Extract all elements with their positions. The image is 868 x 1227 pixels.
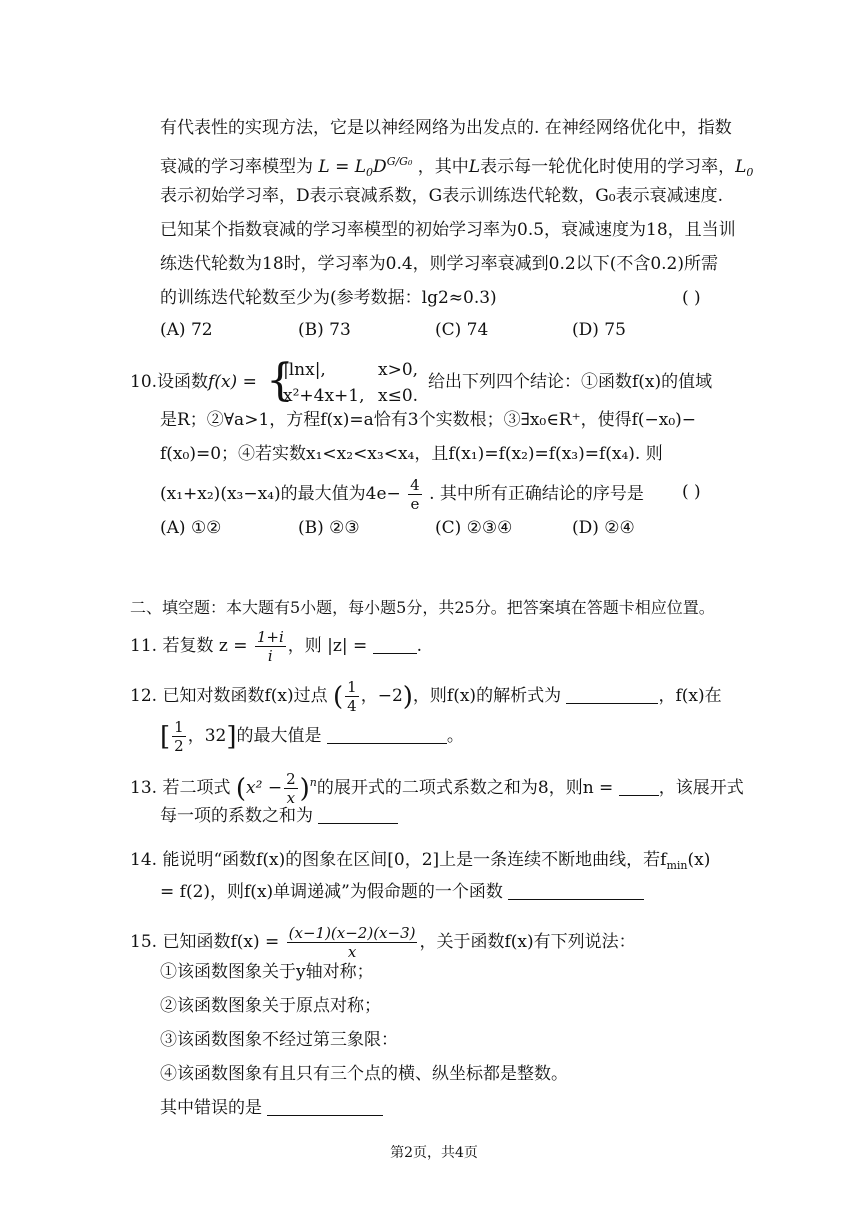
q11-tail: ，则 |z| = xyxy=(287,636,368,656)
q15-item-3: ③该函数图象不经过第三象限： xyxy=(160,1030,398,1050)
q13-mid: 的展开式的二项式系数之和为8，则n = xyxy=(316,778,614,798)
q9-line-2 xyxy=(160,150,753,185)
q10-case-1-cond: x>0, xyxy=(378,360,419,380)
q9-line-1: 有代表性的实现方法，它是以神经网络为出发点的. 在神经网络优化中，指数 xyxy=(160,118,732,138)
q10-line-3: f(x₀)=0；④若实数x₁<x₂<x₃<x₄，且f(x₁)=f(x₂)=f(x₃)=f(x₄). 则 xyxy=(160,444,663,464)
q10-choice-a: (A) ①② xyxy=(160,518,222,538)
q9-text: 表示每一轮优化时使用的学习率， xyxy=(480,157,736,177)
page-footer: 第2页，共4页 xyxy=(390,1145,478,1161)
q12-answer-blank-1[interactable] xyxy=(566,685,658,704)
q15-tail: ，关于函数f(x)有下列说法： xyxy=(419,932,636,952)
q14-line-1: 14. 能说明“函数f(x)的图象在区间[0，2]上是一条连续不断地曲线，若$f_{min}(x)$ xyxy=(130,850,711,872)
q12-tail: ，f(x)在 xyxy=(658,686,722,706)
q12-l2-text: 的最大值是 xyxy=(236,726,322,746)
q10-case-1: |lnx|, xyxy=(283,360,326,380)
q9-line-4: 已知某个指数衰减的学习率模型的初始学习率为0.5，衰减速度为18，且当训 xyxy=(160,220,736,240)
q11-fraction: $\frac{1+i}{i}$ xyxy=(256,628,284,665)
q15-lead: 15. 已知函数f(x) = xyxy=(130,932,280,952)
q10-fraction: $\frac{4}{e}$ xyxy=(410,476,420,513)
q13-line-1: 13. 若二项式 (x² − $\frac{2}{x}$ )$^n$的展开式的二项式系数之和为8，则n = ，该展开式 xyxy=(130,770,744,807)
q13-line-2: 每一项的系数之和为 xyxy=(160,804,398,828)
q10-case-2-cond: x≤0. xyxy=(378,386,419,406)
q9-line-6: 的训练迭代轮数至少为(参考数据：lg2≈0.3) xyxy=(160,288,497,308)
q9-text: ，其中 xyxy=(417,157,469,177)
q10-choice-d: (D) ②④ xyxy=(572,518,635,538)
q10-piecewise-brace: { xyxy=(266,355,294,406)
q9-line-5: 练迭代轮数为18时，学习率为0.4，则学习率衰减到0.2以下(不含0.2)所需 xyxy=(160,254,719,274)
q13-fraction: $\frac{2}{x}$ xyxy=(286,770,296,807)
section-2-heading: 二、填空题：本大题有5小题，每小题5分，共25分。把答案填在答题卡相应位置。 xyxy=(130,598,715,617)
q9-line-3: 表示初始学习率，D表示衰减系数，G表示训练迭代轮数，G₀表示衰减速度. xyxy=(160,186,724,206)
q11: 11. 若复数 z = $\frac{1+i}{i}$ ，则 |z| = . xyxy=(130,628,423,665)
q10-lead-text: 10.设函数 xyxy=(130,372,209,392)
q9-choice-b: (B) 73 xyxy=(298,320,351,340)
q10-lead xyxy=(130,370,257,394)
q9-var-L0: $L_0$ xyxy=(735,157,754,179)
q9-choice-d: (D) 75 xyxy=(572,320,626,340)
q12-lead: 12. 已知对数函数f(x)过点 xyxy=(130,686,328,706)
q10-choice-c: (C) ②③④ xyxy=(435,518,513,538)
q12-answer-blank-2[interactable] xyxy=(327,725,447,744)
q15-item-1: ①该函数图象关于y轴对称； xyxy=(160,962,374,982)
q15-last: 其中错误的是 xyxy=(160,1096,383,1120)
q12-interval-fraction: $\frac{1}{2}$ xyxy=(174,718,184,755)
q15-item-2: ②该函数图象关于原点对称； xyxy=(160,996,381,1016)
q12-line-1: 12. 已知对数函数f(x)过点 ( $\frac{1}{4}$ ，−2)，则f(x)的解析式为 ，f(x)在 xyxy=(130,678,722,715)
q10-line-2: 是R；②∀a>1，方程f(x)=a恰有3个实数根；③∃x₀∈R⁺，使得f(−x₀)− xyxy=(160,410,697,430)
q11-answer-blank[interactable] xyxy=(373,635,417,654)
q12-point-fraction: $\frac{1}{4}$ xyxy=(347,678,357,715)
q9-formula: $L = L_0D^{G/G_0}$ xyxy=(318,155,413,179)
q13-lead: 13. 若二项式 xyxy=(130,778,231,798)
q10-fx: f(x) = xyxy=(208,372,257,392)
q14-line-2: = f(2)，则f(x)单调递减”为假命题的一个函数 xyxy=(160,880,644,904)
q15-item-4: ④该函数图象有且只有三个点的横、纵坐标都是整数。 xyxy=(160,1064,568,1084)
q13-expr: x² − xyxy=(246,778,283,798)
q9-choice-c: (C) 74 xyxy=(435,320,489,340)
q10-line-4 xyxy=(160,476,644,513)
q9-answer-paren: ( ) xyxy=(682,288,701,308)
q12-line-2: [ $\frac{1}{2}$ ，32]的最大值是 。 xyxy=(160,718,464,755)
q15-fraction: $\frac{(x-1)(x-2)(x-3)}{x}$ xyxy=(288,924,416,961)
q13-answer-blank-2[interactable] xyxy=(318,805,398,824)
q10-text: . 其中所有正确结论的序号是 xyxy=(429,484,644,504)
q10-choice-b: (B) ②③ xyxy=(298,518,360,538)
q13-answer-blank-1[interactable] xyxy=(619,777,659,796)
q15-answer-blank[interactable] xyxy=(267,1097,383,1116)
q9-text: 衰减的学习率模型为 xyxy=(160,157,313,177)
q10-case-2: x²+4x+1, xyxy=(283,386,365,406)
q15-line-1 xyxy=(130,924,636,961)
q10-after: 给出下列四个结论：①函数f(x)的值域 xyxy=(428,372,713,392)
q13-tail: ，该展开式 xyxy=(658,778,744,798)
q11-lead: 11. 若复数 z = xyxy=(130,636,248,656)
q9-var-L: L xyxy=(468,157,481,177)
q10-text: (x₁+x₂)(x₃−x₄)的最大值为4e− xyxy=(160,484,401,504)
q14-answer-blank[interactable] xyxy=(508,881,644,900)
q9-choice-a: (A) 72 xyxy=(160,320,213,340)
q12-mid: ，则f(x)的解析式为 xyxy=(412,686,562,706)
q10-answer-paren: ( ) xyxy=(682,482,701,502)
